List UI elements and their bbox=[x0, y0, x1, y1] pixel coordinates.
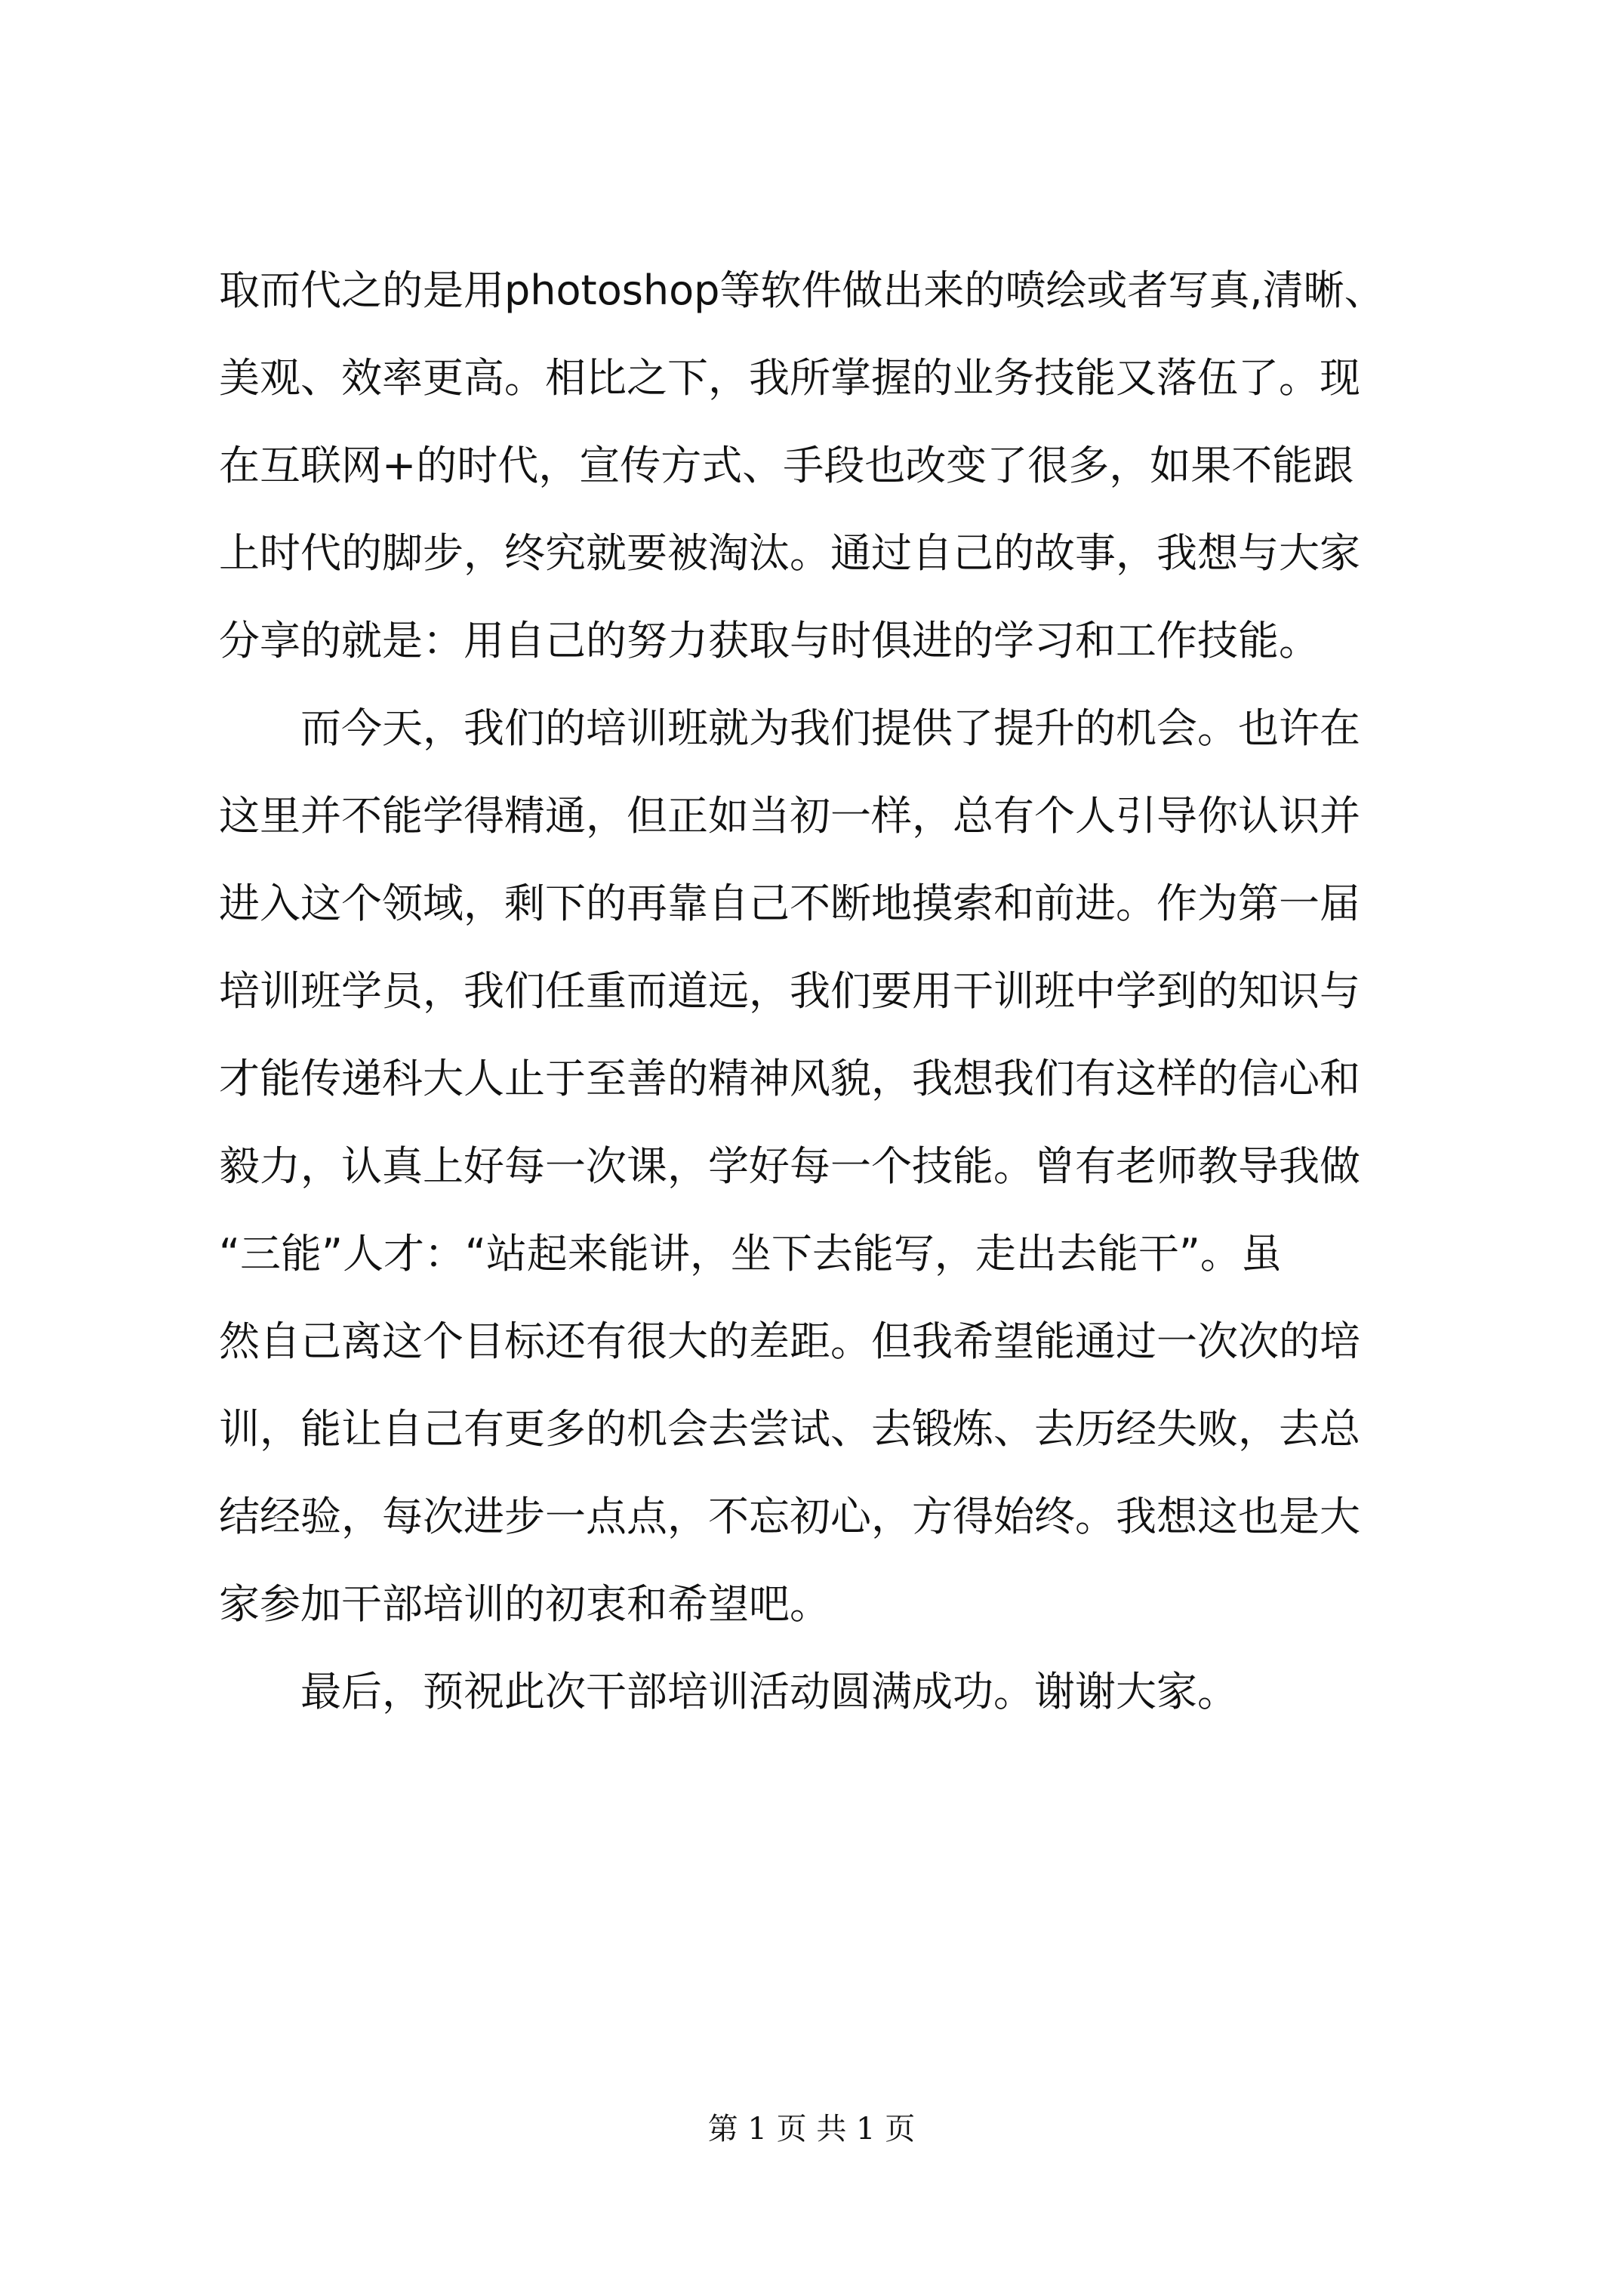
text-line: 最后，预祝此次干部培训活动圆满成功。谢谢大家。 bbox=[219, 1668, 1238, 1715]
text-line: 训，能让自己有更多的机会去尝试、去锻炼、去历经失败，去总 bbox=[219, 1405, 1360, 1453]
text-line: 上时代的脚步，终究就要被淘汰。通过自己的故事，我想与大家 bbox=[219, 529, 1360, 577]
text-line: 才能传递科大人止于至善的精神风貌，我想我们有这样的信心和 bbox=[219, 1055, 1360, 1102]
page-number-footer: 第 1 页 共 1 页 bbox=[707, 2112, 916, 2147]
text-line: 毅力，认真上好每一次课，学好每一个技能。曾有老师教导我做 bbox=[219, 1142, 1360, 1190]
text-line: 培训班学员，我们任重而道远，我们要用干训班中学到的知识与 bbox=[219, 967, 1360, 1015]
text-line: 结经验，每次进步一点点，不忘初心，方得始终。我想这也是大 bbox=[219, 1493, 1360, 1540]
text-line: 家参加干部培训的初衷和希望吧。 bbox=[219, 1580, 830, 1628]
text-line: 在互联网+的时代，宣传方式、手段也改变了很多，如果不能跟 bbox=[219, 442, 1354, 489]
text-line: 取而代之的是用photoshop等软件做出来的喷绘或者写真,清晰、 bbox=[219, 267, 1385, 314]
text-line: 而今天，我们的培训班就为我们提供了提升的机会。也许在 bbox=[219, 704, 1360, 752]
text-line: 分享的就是：用自己的努力获取与时俱进的学习和工作技能。 bbox=[219, 617, 1320, 664]
text-line: 然自己离这个目标还有很大的差距。但我希望能通过一次次的培 bbox=[219, 1318, 1360, 1365]
text-line: 这里并不能学得精通，但正如当初一样，总有个人引导你认识并 bbox=[219, 792, 1360, 840]
text-line: 美观、效率更高。相比之下，我所掌握的业务技能又落伍了。现 bbox=[219, 354, 1360, 402]
text-line: “三能”人才：“站起来能讲，坐下去能写，走出去能干”。虽 bbox=[219, 1230, 1282, 1277]
text-line: 进入这个领域，剩下的再靠自己不断地摸索和前进。作为第一届 bbox=[219, 880, 1360, 927]
